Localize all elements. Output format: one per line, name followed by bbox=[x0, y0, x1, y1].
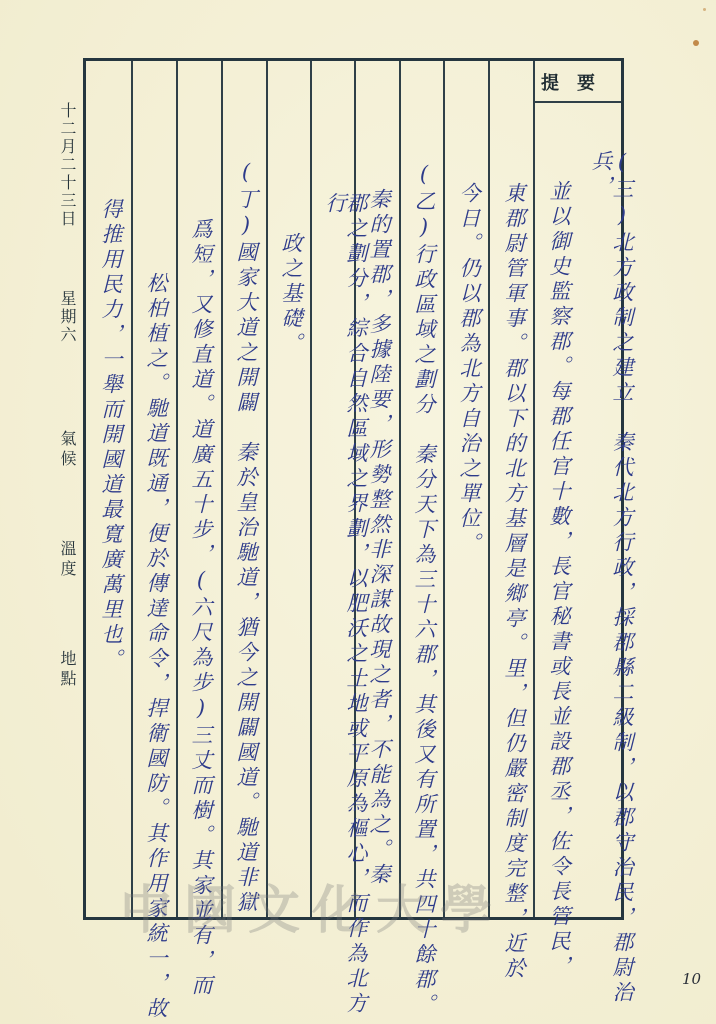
column-rule bbox=[443, 61, 445, 917]
date-label: 十二月二十三日 bbox=[58, 102, 77, 228]
handwritten-column: 東郡尉管軍事。郡以下的北方基層是鄉亭。里，但仍嚴密制度完整，近於 bbox=[502, 182, 526, 982]
column-rule bbox=[399, 61, 401, 917]
column-rule bbox=[131, 61, 133, 917]
weather-label: 氣候 bbox=[58, 430, 77, 470]
page-number: 10 bbox=[682, 970, 702, 988]
column-rule bbox=[533, 61, 535, 917]
handwritten-column: (三)北方政制之建立 秦代北方行政，採郡縣二級制，以郡守治民，郡尉治兵， bbox=[589, 150, 634, 1006]
temperature-label: 溫度 bbox=[58, 540, 77, 580]
column-rule bbox=[310, 61, 312, 917]
watermark-stamp: 中國文化大學 bbox=[120, 880, 505, 941]
paper-stain bbox=[703, 8, 706, 11]
column-rule bbox=[221, 61, 223, 917]
place-label: 地點 bbox=[58, 650, 77, 690]
handwritten-column: 郡之劃分，綜合自然區域之界劃，以肥沃之土地或平原為樞心，而作為北方行 bbox=[323, 192, 368, 1017]
handwritten-column: 今日。仍以郡為北方自治之單位。 bbox=[457, 182, 481, 557]
handwritten-column: 爲短，又修直道。道廣五十步，(六尺為步)三丈而樹。其家並有，而 bbox=[189, 218, 213, 999]
handwritten-column: 並以御史監察郡。每郡任官十數，長官秘書或長並設郡丞，佐令長管民， bbox=[547, 180, 571, 980]
handwritten-column: (丁)國家大道之開闢 秦於皇治馳道，猶今之開闢國道。馳道非獄 bbox=[234, 160, 258, 916]
header-rule bbox=[533, 101, 621, 103]
handwritten-column: 秦的置郡，多據陸要，形勢整然非深謀故現之者，不能為之。秦 bbox=[367, 188, 391, 888]
column-rule bbox=[266, 61, 268, 917]
handwritten-column: (乙)行政區域之劃分 秦分天下為三十六郡，其後又有所置，共四十餘郡。 bbox=[412, 162, 436, 1018]
handwritten-column: 得推用民力，一舉而開國道最寬廣萬里也。 bbox=[99, 198, 123, 673]
handwritten-column: 松柏植之。馳道既通，便於傳達命令，捍衛國防。其作用家統一，故 bbox=[144, 272, 168, 1022]
weekday-label: 星期六 bbox=[58, 290, 77, 344]
handwritten-column: 政之基礎。 bbox=[279, 232, 303, 357]
header-title: 提要 bbox=[541, 73, 613, 94]
column-rule bbox=[488, 61, 490, 917]
column-rule bbox=[176, 61, 178, 917]
paper-stain bbox=[693, 40, 699, 46]
